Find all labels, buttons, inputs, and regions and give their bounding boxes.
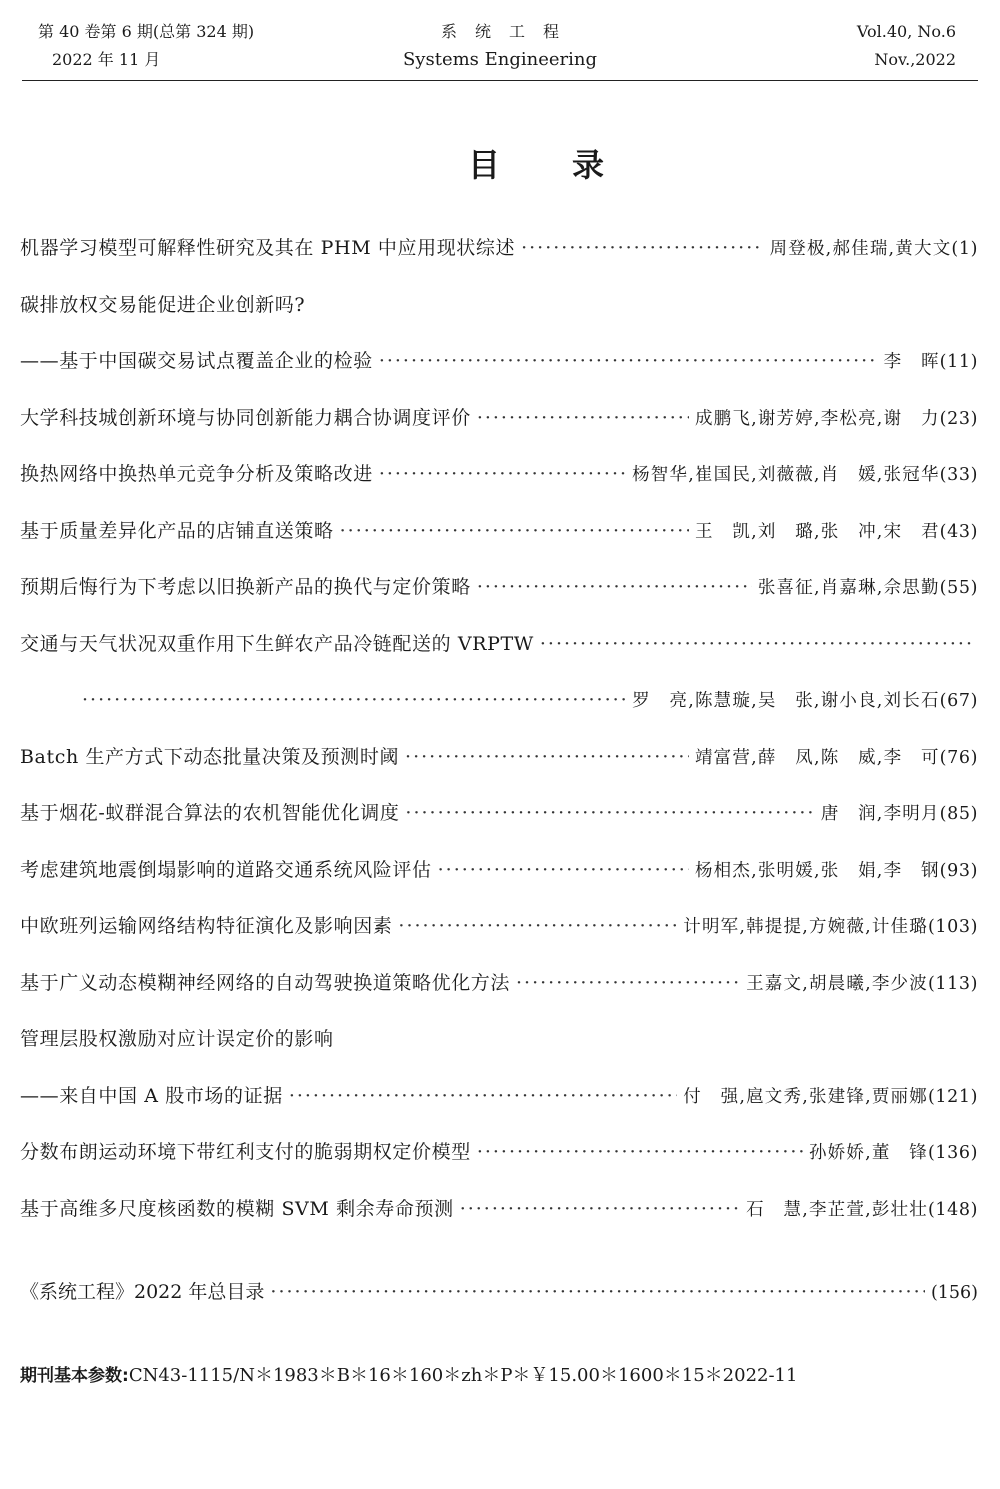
toc-entry-authors: 孙娇娇,董 锋 — [808, 1143, 928, 1163]
header-journal-name-en: Systems Engineering — [402, 49, 598, 70]
toc-entry-title: 分数布朗运动环境下带红利支付的脆弱期权定价模型 — [20, 1141, 471, 1163]
toc-entry-title: 机器学习模型可解释性研究及其在 PHM 中应用现状综述 — [20, 237, 516, 259]
journal-parameters-value: CN43-1115/N＊1983＊B＊16＊160＊zh＊P＊￥15.00＊1600＊15＊2022-11 — [128, 1365, 798, 1386]
toc-entry[interactable] — [20, 220, 978, 277]
header-journal-name-cn: 系统工程 — [440, 22, 577, 41]
toc-entry-title: ——来自中国 A 股市场的证据 — [20, 1084, 283, 1107]
toc-entry-authors: 靖富营,薛 凤,陈 威,李 可 — [694, 747, 940, 768]
toc-entry[interactable] — [20, 446, 978, 503]
toc-entry-authors: 计明军,韩提提,方婉薇,计佳璐 — [683, 917, 928, 937]
toc-entry-page: (113) — [927, 973, 978, 994]
toc-entry-authors: 付 强,扈文秀,张建锋,贾丽娜 — [683, 1086, 928, 1107]
journal-parameters — [20, 1354, 978, 1398]
toc-entry[interactable] — [20, 955, 978, 1012]
toc-entry[interactable] — [20, 1011, 978, 1068]
toc-entry-authors: 杨相杰,张明媛,张 娟,李 钢 — [694, 860, 940, 881]
dot-leader — [398, 898, 677, 955]
toc-entry-title: 碳排放权交易能促进企业创新吗? — [20, 293, 306, 316]
dot-leader — [379, 446, 626, 503]
toc-entry-authors: 王 凯,刘 璐,张 冲,宋 君 — [694, 521, 940, 542]
dot-leader — [521, 220, 763, 277]
toc-entry-authors: 李 晖 — [883, 352, 940, 372]
toc-entry-title: 考虑建筑地震倒塌影响的道路交通系统风险评估 — [20, 858, 432, 881]
toc-entry-page: (121) — [927, 1086, 978, 1107]
toc-list — [20, 220, 978, 1237]
toc-entry-authors: 罗 亮,陈慧璇,吴 张,谢小良,刘长石 — [632, 691, 940, 711]
toc-entry-authors: 唐 润,李明月 — [820, 804, 940, 824]
toc-entry-title: Batch 生产方式下动态批量决策及预测时阈 — [20, 745, 400, 768]
toc-entry-page: (93) — [939, 860, 978, 881]
toc-entry-title: 基于烟花-蚁群混合算法的农机智能优化调度 — [20, 802, 400, 824]
toc-entry-title: 预期后悔行为下考虑以旧换新产品的换代与定价策略 — [20, 576, 471, 598]
toc-entry[interactable] — [20, 503, 978, 560]
dot-leader — [438, 842, 689, 899]
dot-leader — [477, 1124, 803, 1181]
header-volume-info-en — [857, 18, 956, 74]
toc-entry[interactable] — [20, 898, 978, 955]
toc-entry-page: (85) — [939, 804, 978, 824]
toc-entry-authors: 王嘉文,胡晨曦,李少波 — [746, 973, 928, 994]
journal-parameters-label: 期刊基本参数: — [20, 1366, 129, 1386]
toc-entry-page: (23) — [939, 408, 978, 429]
dot-leader — [405, 729, 689, 786]
dot-leader — [477, 559, 752, 616]
toc-entry-page: (67) — [939, 691, 978, 711]
toc-entry[interactable] — [20, 390, 978, 447]
toc-entry[interactable] — [20, 729, 978, 786]
toc-entry[interactable] — [20, 277, 978, 334]
toc-entry-title: 换热网络中换热单元竞争分析及策略改进 — [20, 463, 373, 485]
header-journal-name — [0, 18, 1000, 74]
toc-entry-title: 基于质量差异化产品的店铺直送策略 — [20, 519, 334, 542]
toc-entry-page: (103) — [927, 917, 978, 937]
toc-entry-title: 管理层股权激励对应计误定价的影响 — [20, 1028, 334, 1050]
toc-entry-title: ——基于中国碳交易试点覆盖企业的检验 — [20, 350, 373, 372]
toc-entry[interactable] — [20, 672, 978, 729]
toc-entry-title: 基于高维多尺度核函数的模糊 SVM 剩余寿命预测 — [20, 1197, 454, 1220]
dot-leader — [405, 785, 814, 842]
toc-entry-page: (76) — [939, 747, 978, 768]
toc-entry-page: (1) — [951, 239, 978, 259]
toc-entry-page: (11) — [939, 352, 978, 372]
toc-entry-title: 基于广义动态模糊神经网络的自动驾驶换道策略优化方法 — [20, 971, 511, 994]
toc-entry[interactable] — [20, 1068, 978, 1125]
toc-entry[interactable] — [20, 842, 978, 899]
toc-title: 目录 — [467, 146, 676, 184]
dot-leader — [540, 616, 972, 673]
toc-entry[interactable] — [20, 1124, 978, 1181]
toc-entry-page: (55) — [939, 578, 978, 598]
dot-leader — [460, 1181, 740, 1238]
dot-leader — [289, 1068, 677, 1125]
header-date-en: Nov.,2022 — [874, 50, 956, 69]
toc-entry-title: 中欧班列运输网络结构特征演化及影响因素 — [20, 915, 393, 937]
dot-leader — [340, 503, 689, 560]
toc-entry-page: (43) — [939, 521, 978, 542]
annual-index-title: 《系统工程》2022 年总目录 — [20, 1281, 265, 1303]
toc-entry-authors: 石 慧,李芷萱,彭壮壮 — [746, 1199, 928, 1220]
annual-index-entry[interactable] — [20, 1266, 978, 1319]
dot-leader — [270, 1266, 925, 1318]
toc-entry-title: 大学科技城创新环境与协同创新能力耦合协调度评价 — [20, 406, 471, 429]
toc-entry[interactable] — [20, 559, 978, 616]
toc-entry-title: 交通与天气状况双重作用下生鲜农产品冷链配送的 VRPTW — [20, 632, 534, 655]
toc-entry[interactable] — [20, 616, 978, 673]
dot-leader — [516, 955, 740, 1012]
header-date-cn: 2022 年 11 月 — [52, 50, 161, 69]
toc-entry-page: (148) — [927, 1199, 978, 1220]
toc-entry[interactable] — [20, 785, 978, 842]
toc-entry-page: (136) — [927, 1143, 978, 1163]
toc-entry-authors: 周登极,郝佳瑞,黄大文 — [769, 239, 952, 259]
dot-leader — [477, 390, 689, 447]
toc-entry-authors: 成鹏飞,谢芳婷,李松亮,谢 力 — [694, 408, 940, 429]
toc-entry[interactable] — [20, 333, 978, 390]
dot-leader — [379, 333, 878, 390]
dot-leader — [82, 672, 626, 729]
header-vol-no: Vol.40, No.6 — [856, 22, 956, 41]
toc-entry-authors: 张喜征,肖嘉琳,佘思勤 — [757, 578, 940, 598]
annual-index-page: (156) — [930, 1283, 978, 1303]
toc-entry-page: (33) — [939, 465, 978, 485]
toc-entry[interactable] — [20, 1181, 978, 1238]
header-divider — [22, 80, 978, 81]
toc-entry-authors: 杨智华,崔国民,刘薇薇,肖 媛,张冠华 — [632, 465, 940, 485]
header-volume-issue: 第 40 卷第 6 期(总第 324 期) — [38, 22, 255, 41]
